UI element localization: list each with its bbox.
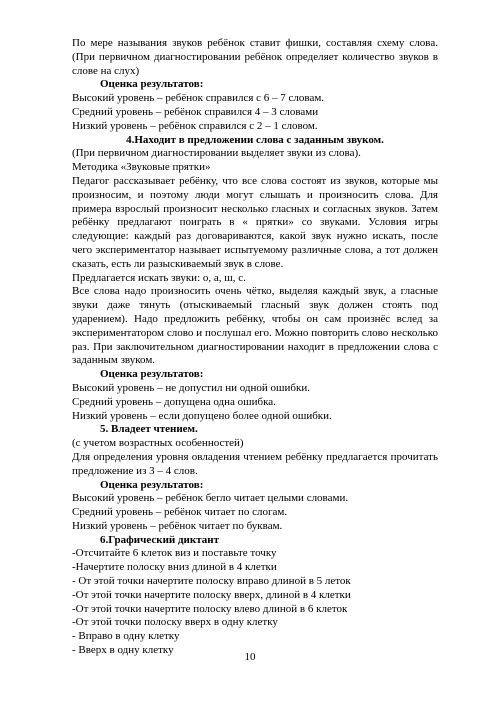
dictation-item: -Начертите полоску вниз длиной в 4 клетки bbox=[72, 561, 277, 574]
dictation-item: - Вверх в одну клетку bbox=[72, 644, 174, 657]
page-number: 10 bbox=[244, 651, 256, 663]
eval3-high: Высокий уровень – ребёнок бегло читает целыми словами. bbox=[72, 492, 349, 505]
eval1-high: Высокий уровень – ребёнок справился с 6 – 7 словам. bbox=[72, 92, 325, 105]
section5-heading: 5. Владеет чтением. bbox=[100, 423, 198, 436]
intro-paragraph: По мере называния звуков ребёнок ставит фишки, составляя схему слова. (При первичном диагностировании ребёнок определяет количество звуков в слове на слух) bbox=[72, 37, 438, 77]
section4-paragraph-3: Все слова надо произносить очень чётко, выделяя каждый звук, а гласные звуки даже тянуть (отыскиваемый гласный звук должен стоять под ударением). Надо предложить ребёнку, чтобы он сам произнёс вслед за экспериментатором слово и послушал его. Можно повторить слово несколько раз. При заключительном диагностировании находит в предложении слова с заданным звуком. bbox=[72, 285, 438, 367]
eval2-heading: Оценка результатов: bbox=[100, 368, 204, 381]
dictation-item: -От этой точки полоску вверх в одну клетку bbox=[72, 616, 278, 629]
eval2-mid: Средний уровень – допущена одна ошибка. bbox=[72, 395, 276, 408]
eval1-low: Низкий уровень – ребёнок справился с 2 – 1 словом. bbox=[72, 119, 318, 132]
eval1-mid: Средний уровень – ребёнок справился 4 – 3 словами bbox=[72, 105, 319, 118]
dictation-item: -От этой точки начертите полоску вверх, длиной в 4 клетки bbox=[72, 588, 351, 601]
section6-heading: 6.Графический диктант bbox=[100, 533, 220, 546]
section5-paragraph-1: Для определения уровня овладения чтением ребёнку предлагается прочитать предложение из 3 – 4 слов. bbox=[72, 450, 438, 477]
eval3-low: Низкий уровень – ребёнок читает по буквам. bbox=[72, 519, 283, 532]
dictation-item: -Отсчитайте 6 клеток виз и поставьте точку bbox=[72, 547, 277, 560]
dictation-item: -От этой точки начертите полоску влево длиной в 6 клеток bbox=[72, 602, 348, 615]
section4-paragraph-1: Педагог рассказывает ребёнку, что все слова состоят из звуков, которые мы произносим, и поэтому люди могут слышать и произносить слова. Для примера взрослый произносит несколько гласных и согласных звуков. Затем ребёнку предлагают поиграть в « прятки» со звуками. Условия игры следующие: каждый раз договариваются, какой звук нужно искать, после чего экспериментатор называет испытуемому различные слова, а тот должен сказать, есть ли разыскиваемый звук в слове. bbox=[72, 174, 438, 270]
section4-paragraph-2: Предлагается искать звуки: о, а, ш, с. bbox=[72, 271, 246, 284]
eval2-low: Низкий уровень – если допущено более одной ошибки. bbox=[72, 409, 332, 422]
eval3-mid: Средний уровень – ребёнок читает по слогам. bbox=[72, 506, 288, 519]
section4-method: Методика «Звуковые прятки» bbox=[72, 161, 211, 174]
dictation-item: - От этой точки начертите полоску вправо длиной в 5 леток bbox=[72, 575, 351, 588]
eval2-high: Высокий уровень – не допустил ни одной ошибки. bbox=[72, 381, 310, 394]
page-content bbox=[72, 37, 438, 658]
section4-note: (При первичном диагностировании выделяет звуки из слова). bbox=[72, 147, 361, 160]
section4-heading: 4.Находит в предложении слова с заданным звуком. bbox=[126, 133, 384, 146]
eval1-heading: Оценка результатов: bbox=[100, 78, 204, 91]
section5-note: (с учетом возрастных особенностей) bbox=[72, 437, 244, 450]
eval3-heading: Оценка результатов: bbox=[100, 478, 204, 491]
dictation-item: - Вправо в одну клетку bbox=[72, 630, 180, 643]
